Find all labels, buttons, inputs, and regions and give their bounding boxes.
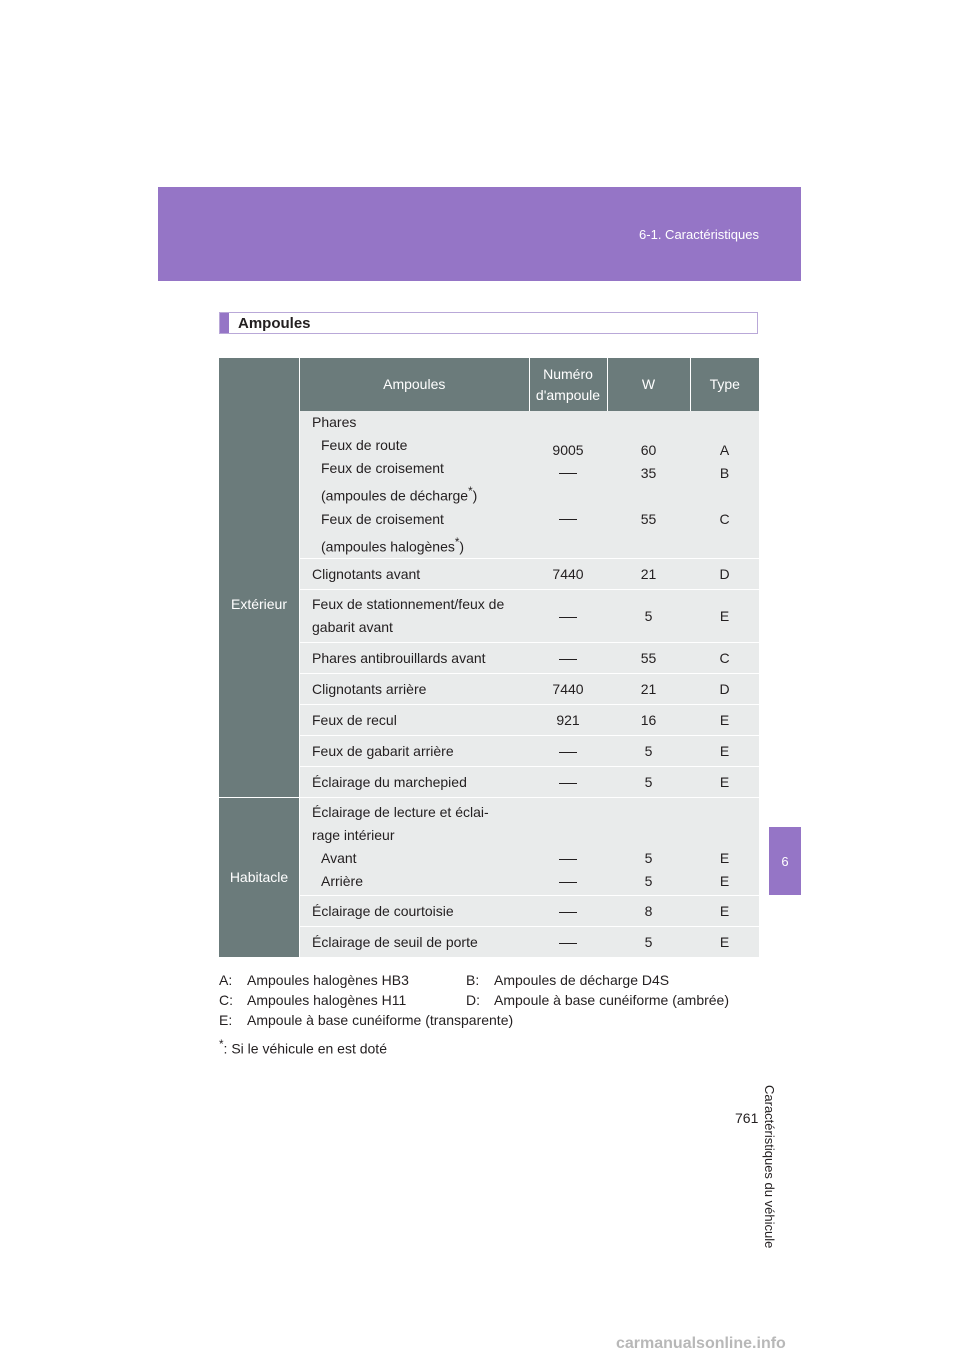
reading-front-type: E (719, 849, 730, 866)
legend-key: B: (466, 972, 480, 988)
chapter-label: Caractéristiques du véhicule (762, 1085, 777, 1249)
reading-rear-watt: 5 (644, 872, 653, 889)
legend-text: Ampoule à base cunéiforme (transparente) (247, 1012, 514, 1028)
chapter-header-band (158, 187, 801, 281)
row-watt: 5 (607, 736, 690, 767)
legend-text: Ampoules de décharge D4S (494, 972, 670, 988)
header-watt (607, 358, 690, 411)
header-type (690, 358, 759, 411)
dash (559, 859, 577, 860)
row-watt: 8 (607, 896, 690, 927)
header-number-line2: d'ampoule (535, 386, 601, 403)
heading-accent-bar (220, 313, 229, 333)
reading-front-watt: 5 (644, 849, 653, 866)
phares-watt-high: 60 (640, 441, 657, 458)
reading-light-names (300, 798, 530, 896)
phares-types (690, 411, 759, 559)
reading-numbers (529, 798, 607, 896)
table-row (219, 559, 759, 590)
row-number (529, 590, 607, 643)
phares-halogen-text: (ampoules halogènes (321, 538, 455, 555)
row-name: Éclairage de courtoisie (300, 896, 530, 927)
dash (559, 882, 577, 883)
phares-line-halogen (312, 531, 529, 559)
phares-line-discharge (312, 480, 529, 508)
header-name (300, 358, 530, 411)
legend-key: C: (219, 992, 233, 1008)
legend-row (219, 1010, 779, 1030)
group-interior: Habitacle (219, 798, 300, 958)
dash (559, 783, 577, 784)
header-type-label: Type (709, 376, 740, 392)
row-watt: 55 (607, 643, 690, 674)
phares-discharge-end: ) (472, 487, 478, 504)
table-row (219, 927, 759, 958)
legend-row (219, 970, 779, 990)
row-name: Éclairage de seuil de porte (300, 927, 530, 958)
row-number: 7440 (529, 559, 607, 590)
phares-watts (607, 411, 690, 559)
legend-item (466, 970, 766, 990)
phares-watt-low2: 55 (640, 510, 657, 527)
legend-text: Ampoule à base cunéiforme (ambrée) (494, 992, 730, 1008)
row-name: Éclairage du marchepied (300, 767, 530, 798)
row-name: Feux de recul (300, 705, 530, 736)
legend-key: E: (219, 1012, 233, 1028)
row-number: 921 (529, 705, 607, 736)
reading-line1: Éclairage de lecture et éclai- (312, 803, 489, 820)
dash (559, 473, 577, 474)
row-type: D (690, 674, 759, 705)
phares-title: Phares (312, 414, 357, 430)
footnote-text: : Si le véhicule en est doté (223, 1040, 387, 1057)
row-type: E (690, 927, 759, 958)
reading-rear-type: E (719, 872, 730, 889)
row-type: E (690, 896, 759, 927)
phares-type-low2: C (719, 510, 730, 527)
table-row (219, 767, 759, 798)
row-number (529, 927, 607, 958)
table-header-row (219, 358, 759, 411)
row-number (529, 736, 607, 767)
phares-names (300, 411, 530, 559)
phares-number-high: 9005 (552, 441, 584, 458)
legend-item (219, 970, 466, 990)
row-type: E (690, 736, 759, 767)
footnote-mark: * (468, 485, 473, 498)
table-row (219, 643, 759, 674)
row-name: Clignotants avant (300, 559, 530, 590)
row-number: 7440 (529, 674, 607, 705)
reading-watts (607, 798, 690, 896)
row-type: E (690, 590, 759, 643)
row-watt: 21 (607, 559, 690, 590)
footnote-mark: * (454, 535, 460, 549)
row-watt: 5 (607, 767, 690, 798)
chapter-tab (769, 827, 801, 895)
legend-text: Ampoules halogènes H11 (247, 992, 407, 1008)
header-group (219, 358, 300, 411)
dash (559, 912, 577, 913)
row-type: D (690, 559, 759, 590)
phares-type-low1: B (719, 464, 730, 481)
legend-text: Ampoules halogènes HB3 (247, 972, 409, 988)
header-watt-label: W (641, 376, 656, 392)
phares-line-low-beam-2: Feux de croisement (321, 510, 444, 527)
legend-item (219, 1010, 719, 1030)
row-name: Phares antibrouillards avant (300, 643, 530, 674)
legend-key: D: (466, 992, 480, 1008)
footnote-mark: * (219, 1038, 224, 1051)
legend-row (219, 990, 779, 1010)
dash (559, 752, 577, 753)
row-watt: 21 (607, 674, 690, 705)
dash (559, 519, 577, 520)
row-name-line2: gabarit avant (312, 619, 393, 636)
group-exterior: Extérieur (219, 411, 300, 798)
phares-watt-low1: 35 (640, 464, 657, 481)
header-number (529, 358, 607, 411)
row-number (529, 767, 607, 798)
row-type: E (690, 705, 759, 736)
row-type: C (690, 643, 759, 674)
reading-types (690, 798, 759, 896)
table-row (219, 705, 759, 736)
table-row (219, 674, 759, 705)
footnote (219, 1038, 387, 1057)
row-number (529, 643, 607, 674)
legend-item (219, 990, 466, 1010)
header-number-line1: Numéro (543, 365, 593, 382)
row-name-line1: Feux de stationnement/feux de (312, 596, 505, 613)
phares-line-high-beam: Feux de route (321, 437, 408, 453)
watermark: carmanualsonline.info (616, 1335, 786, 1352)
section-heading (219, 312, 758, 334)
row-watt: 5 (607, 590, 690, 643)
heading-title: Ampoules (238, 315, 311, 332)
page-number: 761 (735, 1110, 759, 1126)
row-type: E (690, 767, 759, 798)
table-row (219, 798, 759, 896)
section-title: 6-1. Caractéristiques (639, 227, 759, 242)
reading-line2: rage intérieur (312, 826, 395, 843)
dash (559, 943, 577, 944)
row-watt: 5 (607, 927, 690, 958)
row-name: Clignotants arrière (300, 674, 530, 705)
reading-front: Avant (321, 849, 357, 866)
phares-discharge-text: (ampoules de décharge (321, 487, 469, 504)
phares-type-high: A (719, 441, 730, 458)
table-row (219, 736, 759, 767)
type-legend (219, 970, 779, 1030)
dash (559, 617, 577, 618)
legend-item (466, 990, 766, 1010)
row-name (300, 590, 530, 643)
row-number (529, 896, 607, 927)
table-row (219, 590, 759, 643)
row-watt: 16 (607, 705, 690, 736)
phares-line-low-beam-1: Feux de croisement (321, 460, 444, 476)
legend-key: A: (219, 972, 233, 988)
bulbs-table (219, 358, 759, 958)
header-name-label: Ampoules (383, 376, 446, 392)
phares-halogen-end: ) (459, 538, 465, 555)
row-name: Feux de gabarit arrière (300, 736, 530, 767)
reading-rear: Arrière (321, 872, 364, 889)
phares-numbers (529, 411, 607, 559)
chapter-number: 6 (781, 854, 789, 869)
table-row (219, 411, 759, 559)
dash (559, 659, 577, 660)
table-row (219, 896, 759, 927)
